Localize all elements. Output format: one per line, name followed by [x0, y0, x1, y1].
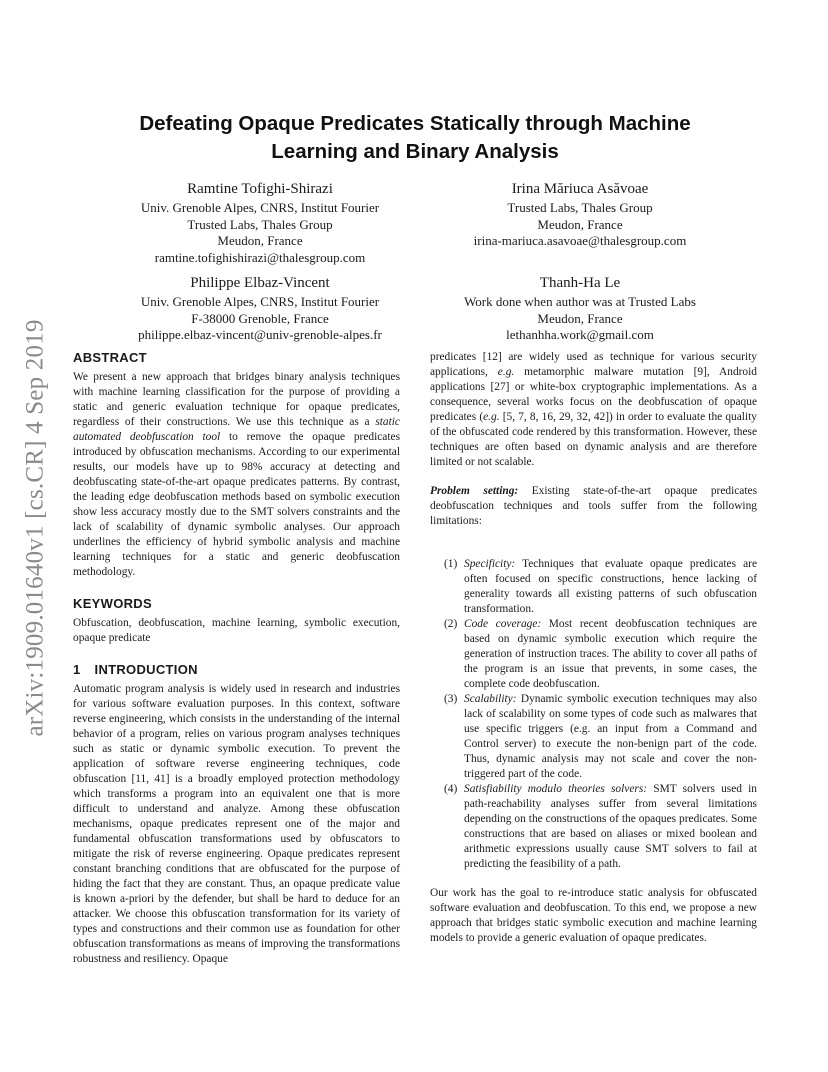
list-item-lead: Code coverage:	[464, 618, 542, 630]
abstract-text-part: to remove the opaque predicates introduced by obfuscation mechanisms. According to our experimental results, our models have up to 98% accuracy at detecting and deobfuscating state-of-the-art opaque predicates patterns. By contrast, the leading edge deobfuscation methods based on symbolic execution show less accuracy mostly due to the SMT solvers constraints and the lack of scalability of dynamic symbolic analyses. Our approach underlines the efficiency of hybrid symbolic analysis and machine learning techniques for a static and generic deobfuscation methodology.	[73, 431, 400, 578]
problem-setting-label: Problem setting:	[430, 485, 519, 497]
author-location: Meudon, France	[217, 233, 303, 248]
abstract-heading: ABSTRACT	[73, 350, 147, 365]
list-marker: (4)	[444, 783, 458, 795]
problem-setting-text: Existing state-of-the-art opaque predicates deobfuscation techniques and tools suffer from the following limitations:	[430, 485, 758, 527]
list-item-body	[464, 692, 757, 782]
abstract-text	[73, 370, 400, 580]
author-email: philippe.elbaz-vincent@univ-grenoble-alpes.fr	[138, 327, 382, 342]
list-item-lead: Scalability:	[464, 693, 517, 705]
list-item-lead: Specificity:	[464, 558, 516, 570]
list-item-body	[464, 557, 757, 617]
author-affiliation: Univ. Grenoble Alpes, CNRS, Institut Fourier	[140, 200, 380, 215]
introduction-text: Automatic program analysis is widely used in research and industries for various software evaluation purposes. In this context, software reverse engineering, which consists in the understanding of the internal behavior of a program, relies on various program analyses techniques such as static or dynamic symbolic execution. To prevent the application of software reverse engineering techniques, code obfuscation [11, 41] is a broadly employed protection methodology which transforms a program into an equivalent one that is more difficult to understand and analyze. Among these obfuscation mechanisms, opaque predicates represent one of the major and fundamental obfuscation transformations used by obfuscators to mitigate the risk of reverse engineering. Opaque predicates represent constant branching conditions that are obfuscated for the purpose of hiding the fact that they are constant. Thus, an opaque predicate value is known a-priori by the defender, but shall be hard to deduce for an attacker. We choose this obfuscation transformation for its variety of types and constructions and their common use as foundation for other obfuscation transformations as means of improving the transformations robustness and resiliency. Opaque	[73, 683, 400, 965]
author-affiliation: Trusted Labs, Thales Group	[187, 216, 333, 232]
section-title: INTRODUCTION	[94, 662, 198, 677]
body-emphasis: e.g.	[483, 411, 500, 423]
section-number: 1	[73, 662, 81, 677]
author-name: Philippe Elbaz-Vincent	[190, 275, 330, 291]
author-block-1	[110, 180, 410, 266]
author-location: F-38000 Grenoble, France	[191, 310, 329, 326]
list-item-body	[464, 617, 757, 692]
list-item	[430, 692, 757, 782]
abstract-emphasis: static automated deobfuscation tool	[73, 416, 400, 443]
list-item-lead: Satisfiability modulo theories solvers:	[464, 783, 648, 795]
author-name: Ramtine Tofighi-Shirazi	[187, 181, 333, 197]
left-column	[73, 350, 400, 967]
limitations-list	[430, 557, 757, 872]
list-item	[430, 617, 757, 692]
list-item-text: Dynamic symbolic execution techniques may also lack of scalability on some types of code such as malwares that use specific triggers (e.g. an input from a Command and Control server) to execute the non-benign part of the code. Thus, dynamic analysis may not scale and cover the non-triggered part of the code.	[464, 693, 757, 780]
body-text-part: metamorphic malware mutation [9], Android applications [27] or white-box cryptographic implementations. As a consequence, several works focus on the deobfuscation of opaque predicates (	[430, 366, 757, 423]
keywords-heading: KEYWORDS	[73, 596, 152, 611]
list-item-body	[464, 782, 757, 872]
author-block-3	[110, 274, 410, 344]
author-email: irina-mariuca.asavoae@thalesgroup.com	[473, 233, 687, 248]
introduction-continued	[430, 350, 757, 470]
list-marker: (2)	[444, 618, 458, 630]
body-emphasis: e.g.	[497, 366, 515, 378]
list-item-text: Most recent deobfuscation techniques are based on dynamic symbolic execution which require the generation of instruction traces. The ability to cover all paths of the program is an issue that prevents, in some cases, the complete code deobfuscation.	[464, 618, 757, 690]
author-name: Irina Măriuca Asăvoae	[511, 181, 649, 197]
paper-title: Defeating Opaque Predicates Statically through Machine Learning and Binary Analysis	[139, 112, 691, 163]
body-text-part: predicates [12] are widely used as technique for various security applications,	[430, 351, 757, 378]
abstract-text-part: We present a new approach that bridges binary analysis techniques with machine learning classification for the purpose of providing a static and generic evaluation technique for opaque predicates, regardless of their constructions. We use this technique as a	[73, 371, 400, 428]
keywords-text: Obfuscation, deobfuscation, machine learning, symbolic execution, opaque predicate	[73, 617, 400, 644]
arxiv-identifier-text: arXiv:1909.01640v1 [cs.CR] 4 Sep 2019	[22, 319, 49, 737]
body-text-part: [5, 7, 8, 16, 29, 32, 42]) in order to evaluate the quality of the obfuscated code rendered by this transformation. However, these techniques are often based on dynamic analysis and are therefore limited or not scalable.	[430, 411, 757, 468]
list-item-text: SMT solvers used in path-reachability analyses suffer from several limitations depending on the constructions of the opaques predicates. Some constructions that are based on aliases or mixed boolean and arithmetic expressions usually cause SMT solvers to fail at predicting the feasibility of a path.	[464, 783, 757, 870]
list-item	[430, 557, 757, 617]
author-email: lethanhha.work@gmail.com	[506, 327, 654, 342]
author-affiliation: Univ. Grenoble Alpes, CNRS, Institut Fourier	[140, 294, 380, 309]
list-marker: (3)	[444, 693, 458, 705]
author-affiliation: Trusted Labs, Thales Group	[507, 200, 653, 215]
author-location: Meudon, France	[537, 310, 623, 326]
author-email: ramtine.tofighishirazi@thalesgroup.com	[154, 249, 366, 265]
closing-paragraph: Our work has the goal to re-introduce static analysis for obfuscated software evaluation and deobfuscation. To this end, we propose a new approach that bridges static symbolic execution and machine learning models to provide a generic evaluation of opaque predicates.	[430, 887, 757, 944]
author-location: Meudon, France	[537, 216, 623, 232]
author-block-4	[430, 274, 730, 344]
author-block-2	[430, 180, 730, 250]
author-name: Thanh-Ha Le	[539, 275, 621, 291]
introduction-heading	[73, 662, 400, 678]
author-note: Work done when author was at Trusted Labs	[464, 294, 696, 309]
right-column	[430, 350, 757, 946]
list-marker: (1)	[444, 558, 458, 570]
list-item	[430, 782, 757, 872]
list-item-text: Techniques that evaluate opaque predicates are often focused on specific constructions, hence lacking of generality towards all existing patterns of such obfuscation transformation.	[464, 558, 757, 615]
problem-setting-paragraph	[430, 484, 757, 529]
arxiv-identifier	[8, 296, 64, 760]
